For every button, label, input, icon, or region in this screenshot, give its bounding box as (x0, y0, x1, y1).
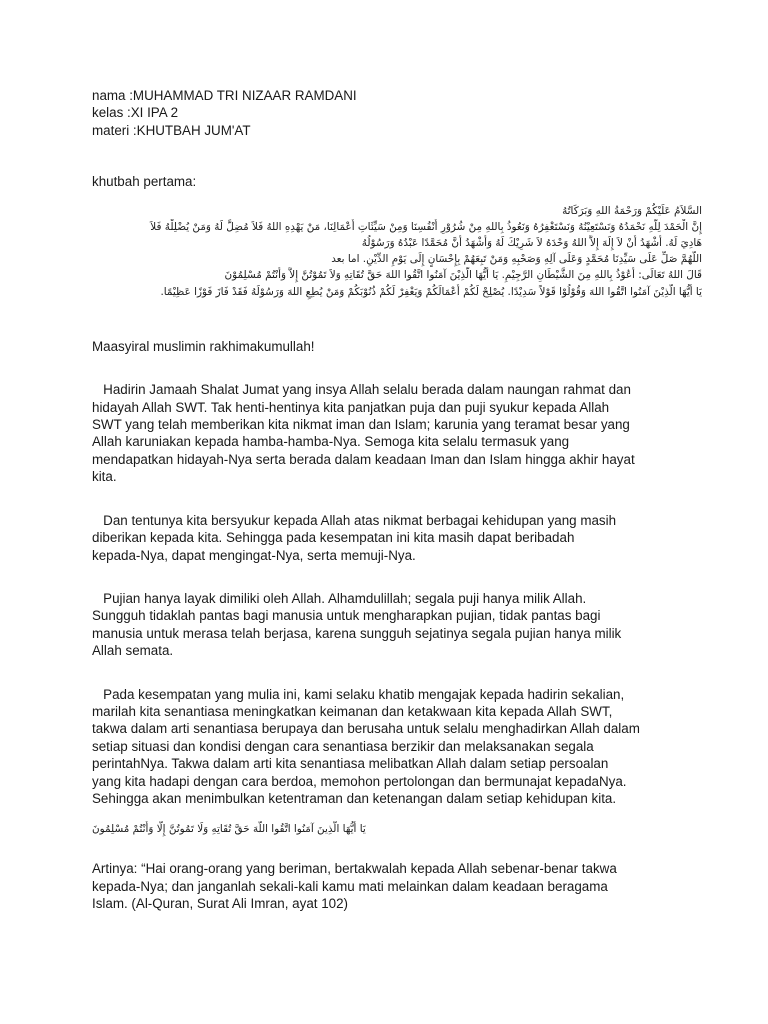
verse-translation (92, 860, 702, 912)
quran-verse-arabic (92, 821, 702, 838)
paragraph-line: manusia untuk merasa telah berjasa, karena sungguh sejatinya segala pujian hanya milik (92, 625, 622, 641)
paragraph-line: kita. (92, 469, 117, 485)
paragraph-line: hidayah Allah SWT. Tak henti-hentinya kita panjatkan puja dan puji syukur kepada Allah (92, 399, 610, 415)
paragraph-line: setiap situasi dan kondisi dengan cara senantiasa berzikir dan melaksanakan segala (92, 738, 594, 754)
paragraph-1 (92, 381, 702, 485)
paragraph-3 (92, 590, 702, 660)
arabic-line: اللَّهُمَّ صَلِّ عَلَى سَيِّدِنَا مُحَمَّدٍ وَعَلَى آلِهِ وَصَحْبِهِ وَمَنْ تَبِعَهُمْ بِإِحْسَانٍ إِلَى يَوْمِ الدِّيْنِ. اما بعد (331, 253, 702, 266)
paragraph-line: diberikan kepada kita. Sehingga pada kesempatan ini kita masih dapat beribadah (92, 530, 575, 546)
section-title: khutbah pertama: (92, 174, 197, 190)
student-class: kelas :XI IPA 2 (92, 105, 179, 121)
paragraph-line: yang kita hadapi dengan cara berdoa, memohon pertolongan dan bermunajat kepadaNya. (92, 773, 627, 789)
arabic-line: هَادِيَ لَهُ. أَشْهَدُ أَنْ لاَ إِلَهَ إِلاَّ اللهُ وَحْدَهُ لاَ شَرِيْكَ لَهُ وَأَشْهَدُ أَنَّ مُحَمَّدًا عَبْدُهُ وَرَسُوْلُهُ (361, 237, 702, 250)
paragraph-4 (92, 686, 702, 808)
student-name: nama :MUHAMMAD TRI NIZAAR RAMDANI (92, 88, 357, 103)
paragraph-line: mendapatkan hidayah-Nya serta berada dalam keadaan Iman dan Islam hingga akhir hayat (92, 451, 635, 467)
paragraph-line: Sehingga akan menimbulkan ketentraman dan ketenangan dalam setiap kehidupan kita. (92, 790, 617, 806)
paragraph-line: SWT yang telah memberikan kita nikmat iman dan Islam; karunia yang teramat besar yang (92, 417, 630, 433)
greeting: Maasyiral muslimin rakhimakumullah! (92, 338, 315, 354)
subject-material: materi :KHUTBAH JUM'AT (92, 122, 251, 138)
paragraph-line: Allah karuniakan kepada hamba-hamba-Nya. Semoga kita selalu termasuk yang (92, 434, 570, 450)
paragraph-line: Pujian hanya layak dimiliki oleh Allah. Alhamdulillah; segala puji hanya milik Allah. (92, 590, 587, 606)
paragraph-line: kepada-Nya, dapat mengingat-Nya, serta memuji-Nya. (92, 547, 416, 563)
arabic-opening-prayer (92, 203, 702, 300)
translation-line: kepada-Nya; dan janganlah sekali-kali kamu mati melainkan dalam keadaan beragama (92, 878, 608, 894)
paragraph-line: perintahNya. Takwa dalam arti kita senantiasa melibatkan Allah dalam setiap persoalan (92, 756, 609, 772)
student-info (92, 87, 702, 139)
paragraph-line: Allah semata. (92, 643, 174, 659)
paragraph-line: Dan tentunya kita bersyukur kepada Allah atas nikmat berbagai kehidupan yang masih (92, 512, 617, 528)
paragraph-2 (92, 512, 702, 564)
paragraph-line: Sungguh tidaklah pantas bagi manusia untuk mengharapkan pujian, tidak pantas bagi (92, 608, 601, 624)
translation-line: Artinya: “Hai orang-orang yang beriman, bertakwalah kepada Allah sebenar-benar takwa (92, 861, 617, 877)
document-page (92, 87, 702, 913)
verse-text: يَا أَيُّهَا الَّذِينَ آمَنُوا اتَّقُوا اللَّهَ حَقَّ تُقَاتِهِ وَلَا تَمُوتُنَّ إِلَّا وَأَنْتُمْ مُسْلِمُونَ (92, 823, 366, 836)
translation-line: Islam. (Al-Quran, Surat Ali Imran, ayat 102) (92, 896, 349, 912)
arabic-line: يَا أَيُّهَا الَّذِيْنَ آمَنُوا اتَّقُوا اللهَ وَقُوْلُوْا قَوْلاً سَدِيْدًا. يُصْلِحْ لَكُمْ أَعْمَالَكُمْ وَيَغْفِرْ لَكُمْ ذُنُوْبَكُمْ وَمَنْ يُطِعِ اللهَ وَرَسُوْلَهُ فَقَدْ فَازَ فَوْزًا عَظِيْمًا. (160, 285, 702, 298)
arabic-line: إِنَّ الْحَمْدَ لِلَّهِ نَحْمَدُهُ وَنَسْتَعِيْنُهُ وَنَسْتَغْفِرُهُ وَنَعُوذُ بِاللهِ مِنْ شُرُوْرِ أَنْفُسِنَا وَمِنْ سَيِّئَاتِ أَعْمَالِنَا، مَنْ يَهْدِهِ اللهُ فَلاَ مُضِلَّ لَهُ وَمَنْ يُضْلِلْهُ فَلاَ (150, 220, 702, 233)
paragraph-line: marilah kita senantiasa meningkatkan keimanan dan ketakwaan kita kepada Allah SWT, (92, 703, 613, 719)
arabic-line: السَّلاَمُ عَلَيْكُمْ وَرَحْمَةُ اللهِ وَبَرَكَاتُهُ (562, 204, 702, 217)
arabic-line: قَالَ اللهُ تَعَالَى: أَعُوْذُ بِاللهِ مِنَ الشَّيْطَانِ الرَّجِيْمِ. يَا أَيُّهَا الَّذِيْنَ آمَنُوا اتَّقُوا اللهَ حَقَّ تُقَاتِهِ وَلاَ تَمُوْتُنَّ إِلاَّ وَأَنْتُمْ مُسْلِمُوْنَ (224, 269, 702, 282)
paragraph-line: Pada kesempatan yang mulia ini, kami selaku khatib mengajak kepada hadirin sekalian, (92, 686, 625, 702)
paragraph-line: takwa dalam arti senantiasa berupaya dan berusaha untuk selalu menghadirkan Allah dalam (92, 721, 640, 737)
paragraph-line: Hadirin Jamaah Shalat Jumat yang insya Allah selalu berada dalam naungan rahmat dan (92, 382, 631, 398)
